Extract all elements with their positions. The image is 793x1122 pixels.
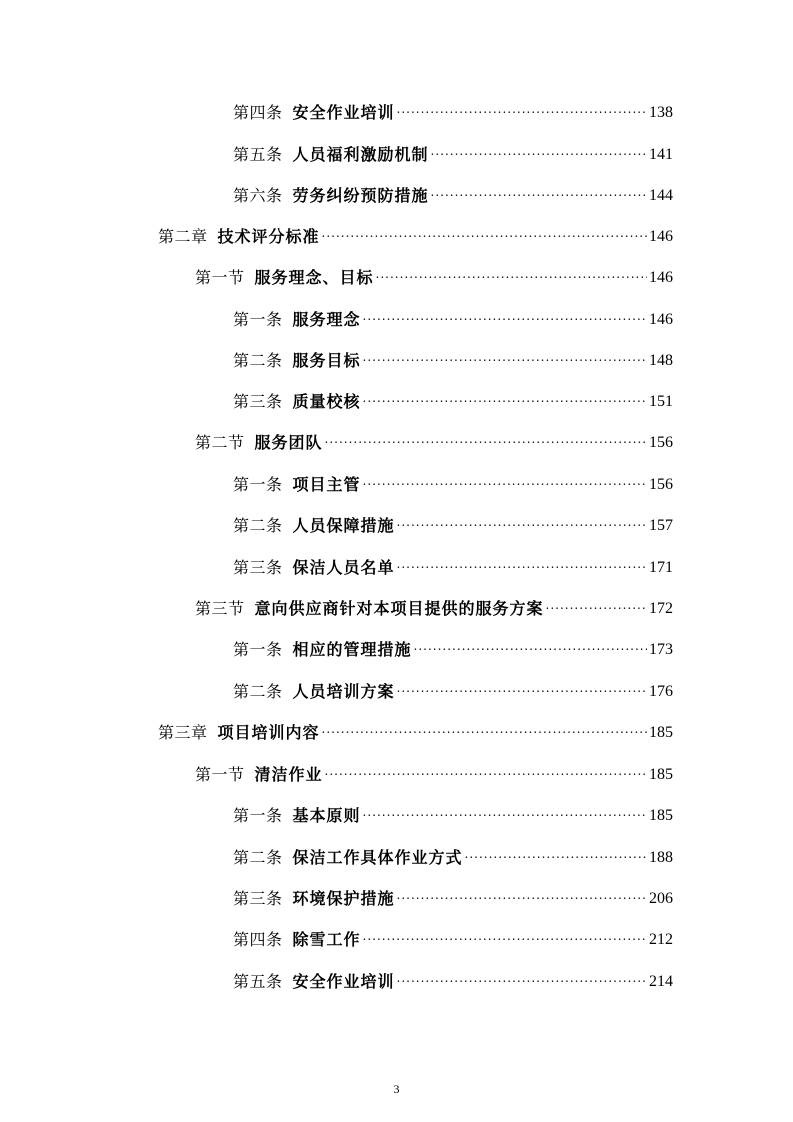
- dot-leader: [397, 678, 647, 698]
- dot-leader: [397, 99, 647, 119]
- toc-entry-page: 188: [649, 849, 673, 866]
- dot-leader: [325, 761, 647, 781]
- toc-entry[interactable]: [233, 552, 673, 578]
- toc-entry-number: 第五条: [233, 972, 283, 991]
- toc-entry-page: 146: [649, 311, 673, 328]
- toc-entry-page: 157: [649, 517, 673, 534]
- toc-entry-title: 保洁工作具体作业方式: [292, 848, 463, 867]
- toc-entry-page: 171: [649, 559, 673, 576]
- toc-entry[interactable]: [233, 842, 673, 868]
- toc-entry[interactable]: [233, 676, 673, 702]
- toc-entry-page: 212: [649, 931, 673, 948]
- dot-leader: [322, 223, 647, 243]
- page-number: 3: [393, 1082, 400, 1096]
- toc-entry-number: 第二条: [233, 516, 283, 535]
- dot-leader: [397, 885, 647, 905]
- toc-entry[interactable]: [195, 759, 673, 785]
- toc-entry-title: 质量校核: [292, 392, 361, 411]
- toc-entry[interactable]: [233, 966, 673, 992]
- dot-leader: [363, 388, 647, 408]
- toc-entry[interactable]: [233, 180, 673, 206]
- toc-entry-page: 185: [649, 807, 673, 824]
- toc-entry-page: 156: [649, 434, 673, 451]
- toc-entry-page: 146: [649, 228, 673, 245]
- toc-entry[interactable]: [233, 469, 673, 495]
- dot-leader: [546, 595, 647, 615]
- toc-entry-page: 214: [649, 973, 673, 990]
- toc-entry-number: 第二节: [195, 433, 245, 452]
- toc-entry[interactable]: [195, 427, 673, 453]
- toc-entry-number: 第二条: [233, 682, 283, 701]
- dot-leader: [397, 968, 647, 988]
- toc-entry[interactable]: [233, 345, 673, 371]
- toc-entry[interactable]: [233, 386, 673, 412]
- toc-entry-page: 176: [649, 683, 673, 700]
- toc-entry-title: 服务理念: [292, 310, 361, 329]
- dot-leader: [322, 719, 647, 739]
- toc-entry-number: 第六条: [233, 186, 283, 205]
- toc-entry[interactable]: [158, 221, 673, 247]
- toc-entry[interactable]: [233, 139, 673, 165]
- toc-entry-number: 第三条: [233, 889, 283, 908]
- dot-leader: [363, 306, 647, 326]
- dot-leader: [431, 182, 647, 202]
- toc-entry-page: 146: [649, 269, 673, 286]
- toc-entry[interactable]: [195, 593, 673, 619]
- toc-entry-number: 第四条: [233, 103, 283, 122]
- toc-entry-page: 148: [649, 352, 673, 369]
- toc-entry-number: 第一条: [233, 640, 283, 659]
- dot-leader: [431, 141, 647, 161]
- toc-entry-title: 项目培训内容: [217, 723, 320, 742]
- toc-entry-page: 206: [649, 890, 673, 907]
- toc-entry[interactable]: [195, 262, 673, 288]
- toc-entry-page: 156: [649, 476, 673, 493]
- toc-entry[interactable]: [158, 717, 673, 743]
- toc-entry[interactable]: [233, 97, 673, 123]
- dot-leader: [376, 264, 647, 284]
- toc-entry-number: 第一节: [195, 268, 245, 287]
- toc-entry-title: 除雪工作: [292, 930, 361, 949]
- toc-entry[interactable]: [233, 924, 673, 950]
- toc-entry-page: 138: [649, 104, 673, 121]
- dot-leader: [363, 347, 647, 367]
- toc-entry-page: 173: [649, 641, 673, 658]
- toc-entry-title: 相应的管理措施: [292, 640, 412, 659]
- dot-leader: [397, 554, 647, 574]
- toc-entry-number: 第三条: [233, 558, 283, 577]
- toc-entry-title: 清洁作业: [254, 765, 323, 784]
- dot-leader: [414, 636, 647, 656]
- toc-entry-title: 人员福利激励机制: [292, 145, 429, 164]
- toc-entry-number: 第四条: [233, 930, 283, 949]
- dot-leader: [363, 471, 647, 491]
- toc-entry-number: 第一节: [195, 765, 245, 784]
- toc-entry-page: 141: [649, 146, 673, 163]
- dot-leader: [465, 844, 647, 864]
- toc-entry-number: 第二条: [233, 351, 283, 370]
- toc-entry-title: 安全作业培训: [292, 972, 395, 991]
- toc-entry-number: 第三节: [195, 599, 245, 618]
- toc-entry-number: 第一条: [233, 475, 283, 494]
- toc-entry-number: 第三章: [158, 723, 208, 742]
- toc-entry-page: 144: [649, 187, 673, 204]
- toc-entry[interactable]: [233, 634, 673, 660]
- toc-entry-title: 意向供应商针对本项目提供的服务方案: [254, 599, 544, 618]
- toc-entry-title: 环境保护措施: [292, 889, 395, 908]
- toc-entry-page: 172: [649, 600, 673, 617]
- toc-entry-title: 技术评分标准: [217, 227, 320, 246]
- toc-entry[interactable]: [233, 883, 673, 909]
- toc-entry-page: 185: [649, 766, 673, 783]
- toc-entry-title: 保洁人员名单: [292, 558, 395, 577]
- toc-entry-number: 第二条: [233, 848, 283, 867]
- toc-entry-title: 项目主管: [292, 475, 361, 494]
- toc-entry-number: 第五条: [233, 145, 283, 164]
- toc-entry-title: 服务团队: [254, 433, 323, 452]
- dot-leader: [363, 802, 647, 822]
- dot-leader: [363, 926, 647, 946]
- toc-entry-title: 服务目标: [292, 351, 361, 370]
- toc-entry-title: 安全作业培训: [292, 103, 395, 122]
- toc-entry-page: 151: [649, 393, 673, 410]
- toc-entry-title: 人员保障措施: [292, 516, 395, 535]
- toc-entry-page: 185: [649, 724, 673, 741]
- toc-entry-number: 第一条: [233, 310, 283, 329]
- toc-entry[interactable]: [233, 800, 673, 826]
- toc-entry-number: 第一条: [233, 806, 283, 825]
- toc-entry-title: 服务理念、目标: [254, 268, 374, 287]
- dot-leader: [397, 512, 647, 532]
- toc-entry[interactable]: [233, 510, 673, 536]
- toc-entry-number: 第二章: [158, 227, 208, 246]
- toc-entry-title: 基本原则: [292, 806, 361, 825]
- toc-entry-number: 第三条: [233, 392, 283, 411]
- toc-entry-title: 人员培训方案: [292, 682, 395, 701]
- dot-leader: [325, 429, 647, 449]
- toc-entry[interactable]: [233, 304, 673, 330]
- toc-entry-title: 劳务纠纷预防措施: [292, 186, 429, 205]
